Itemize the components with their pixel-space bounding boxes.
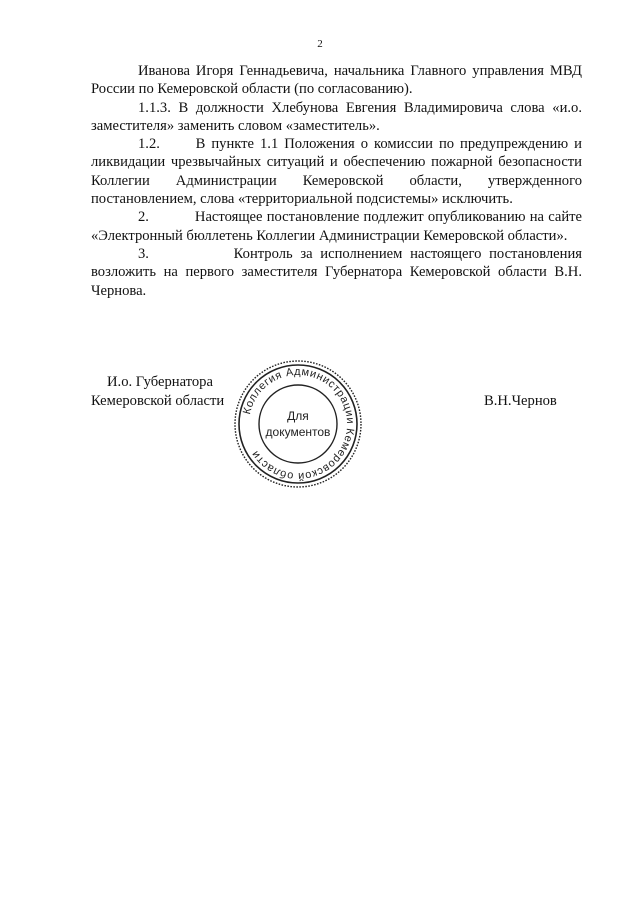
page-number: 2: [317, 38, 323, 50]
signatory-title-line1: И.о. Губернатора: [107, 374, 213, 390]
paragraph-ivanov: Иванова Игоря Геннадьевича, начальника Главного управления МВД России по Кемеровской области (по согласованию).: [91, 63, 582, 98]
paragraph-2: 2. Настоящее постановление подлежит опубликованию на сайте «Электронный бюллетень Коллегии Администрации Кемеровской области».: [91, 209, 582, 244]
paragraph-3: 3. Контроль за исполнением настоящего постановления возложить на первого заместителя Губернатора Кемеровской области В.Н. Чернова.: [91, 245, 582, 299]
seal-center-line2: документов: [265, 425, 331, 439]
seal-outer-ring: [235, 361, 361, 487]
seal-center-line1: Для: [287, 409, 309, 423]
seal-ring-text: Коллегия Администрации Кемеровской области: [241, 365, 357, 483]
signatory-name: В.Н.Чернов: [484, 393, 557, 409]
seal-ring-outer-line: [239, 365, 357, 483]
paragraph-1-2: 1.2. В пункте 1.1 Положения о комиссии по предупреждению и ликвидации чрезвычайных ситуаций и обеспечению пожарной безопасности Коллегии Администрации Кемеровской области, утвержденного постановлением, слова «территориальной подсистемы» исключить.: [91, 136, 582, 208]
seal-ring-inner-line: [259, 385, 337, 463]
signatory-title-line2: Кемеровской области: [91, 393, 225, 409]
document-body: [91, 62, 582, 300]
paragraph-1-1-3: 1.1.3. В должности Хлебунова Евгения Владимировича слова «и.о. заместителя» заменить словом «заместитель».: [91, 99, 582, 134]
official-seal: [232, 358, 364, 490]
